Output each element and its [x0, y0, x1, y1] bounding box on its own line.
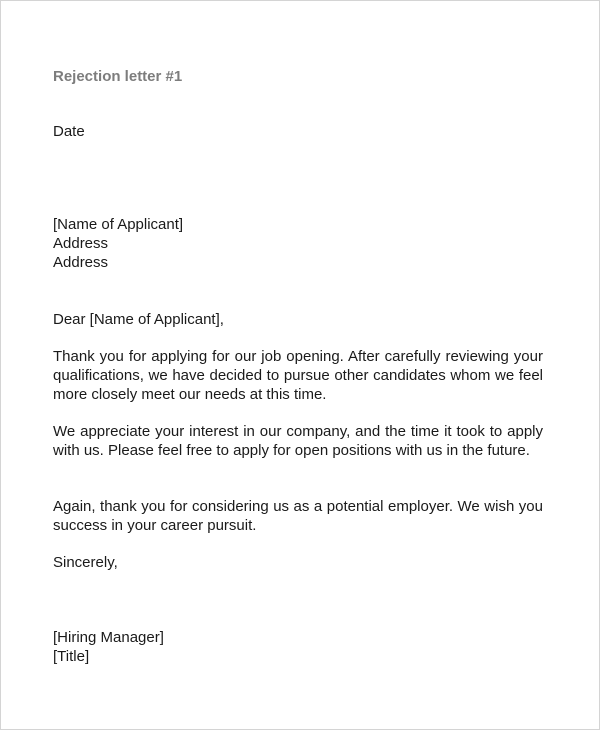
signature-name: [Hiring Manager]	[53, 629, 164, 646]
body-paragraph-2: We appreciate your interest in our company, and the time it took to apply with us. Please feel free to apply for open positions with us in the future.	[53, 423, 543, 459]
letter-heading: Rejection letter #1	[53, 68, 183, 85]
recipient-address-line-1: Address	[53, 235, 109, 252]
closing: Sincerely,	[53, 554, 118, 571]
letter-date: Date	[53, 123, 85, 140]
signature-block	[53, 628, 543, 666]
recipient-name: [Name of Applicant]	[53, 216, 184, 233]
body-paragraph-1: Thank you for applying for our job opening. After carefully reviewing your qualifications, we have decided to pursue other candidates whom we feel more closely meet our needs at this time.	[53, 348, 543, 403]
recipient-address-line-2: Address	[53, 254, 109, 271]
recipient-block	[53, 215, 543, 272]
signature-title: [Title]	[53, 648, 90, 665]
salutation: Dear [Name of Applicant],	[53, 311, 224, 328]
body-paragraph-3: Again, thank you for considering us as a potential employer. We wish you success in your career pursuit.	[53, 498, 543, 534]
